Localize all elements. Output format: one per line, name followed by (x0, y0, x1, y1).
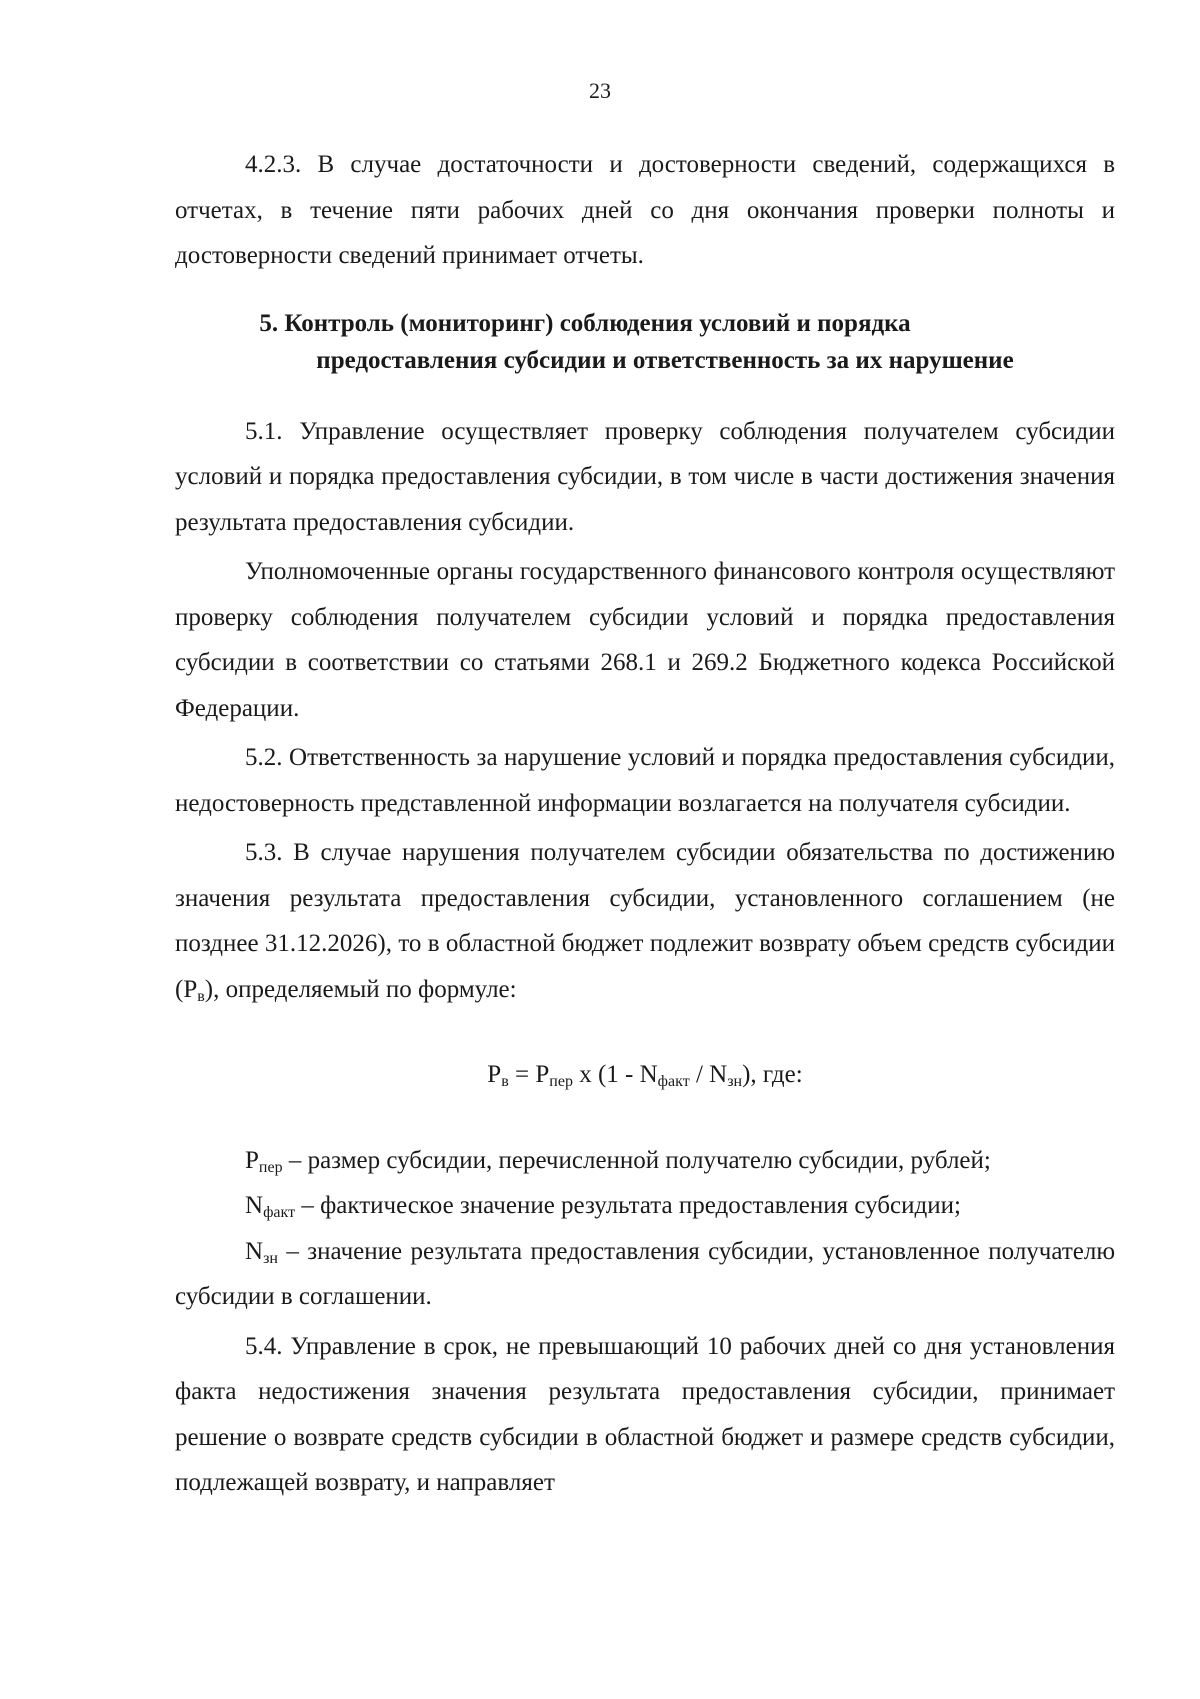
formula-div: / N (689, 1061, 728, 1088)
formula-eq: = Р (508, 1061, 550, 1088)
paragraph-5-2: 5.2. Ответственность за нарушение условий и порядка предоставления субсидии, недостоверность представленной информации возлагается на получателя субсидии. (175, 744, 1115, 817)
formula-mid: х (1 - N (572, 1061, 658, 1088)
definition-pper-text: – размер субсидии, перечисленной получателю субсидии, рублей; (282, 1146, 991, 1174)
definition-nzn-text: – значение результата предоставления субсидии, установленное получателю субсидии в соглашении. (175, 1237, 1115, 1310)
definition-pper-sub: пер (258, 1158, 283, 1176)
paragraph-5-1: 5.1. Управление осуществляет проверку соблюдения получателем субсидии условий и порядка предоставления субсидии, в том числе в части достижения значения результата предоставления субсидии. (175, 417, 1115, 536)
paragraph-5-3-tail: ), определяемый по формуле: (204, 975, 517, 1003)
definition-nzn-sub: зн (263, 1249, 278, 1267)
definition-nfact-sub: факт (263, 1204, 296, 1221)
paragraph-5-3-subscript: в (197, 987, 205, 1005)
paragraph-5-3 (175, 830, 1115, 1012)
section-5-heading-line2: предоставления субсидии и ответственность за их нарушение (316, 346, 1014, 374)
paragraph-5-3-text: 5.3. В случае нарушения получателем субсидии обязательства по достижению значения результата предоставления субсидии, установленного соглашением (не позднее 31.12.2026), то в областной бюджет подлежит возврату объем средств субсидии (Р (175, 839, 1115, 1003)
definition-nzn (175, 1229, 1115, 1320)
paragraph-5-1-control: Уполномоченные органы государственного финансового контроля осуществляют проверку соблюдения получателем субсидии условий и порядка предоставления субсидии в соответствии со статьями 268.1 и 269.2 Бюджетного кодекса Российской Федерации. (175, 558, 1115, 722)
paragraph-5-4: 5.4. Управление в срок, не превышающий 10 рабочих дней со дня установления факта недостижения значения результата предоставления субсидии, принимает решение о возврате средств субсидии в областной бюджет и размере средств субсидии, подлежащей возврату, и направляет (175, 1332, 1115, 1496)
formula-zn-sub: зн (727, 1073, 743, 1090)
definition-nfact-text: – фактическое значение результата предоставления субсидии; (295, 1192, 961, 1219)
formula-p: Р (487, 1061, 502, 1088)
formula-p-sub: в (501, 1073, 509, 1090)
formula-per-sub: пер (549, 1073, 573, 1090)
definition-nzn-symbol: N (245, 1237, 264, 1265)
definition-pper (175, 1138, 1115, 1184)
section-5-heading-line1: 5. Контроль (мониторинг) соблюдения условий и порядка (259, 309, 911, 337)
formula-end: ), где: (742, 1061, 803, 1088)
section-5-heading (175, 305, 1115, 379)
definition-nfact (175, 1183, 1115, 1229)
definition-pper-symbol: Р (245, 1146, 259, 1174)
page-number: 23 (589, 78, 611, 103)
formula-fact-sub: факт (657, 1073, 690, 1090)
document-body (175, 142, 1115, 1506)
formula (175, 1052, 1115, 1098)
paragraph-4-2-3: 4.2.3. В случае достаточности и достоверности сведений, содержащихся в отчетах, в течение пяти рабочих дней со дня окончания проверки полноты и достоверности сведений принимает отчеты. (175, 151, 1115, 269)
definition-nfact-symbol: N (245, 1192, 264, 1219)
